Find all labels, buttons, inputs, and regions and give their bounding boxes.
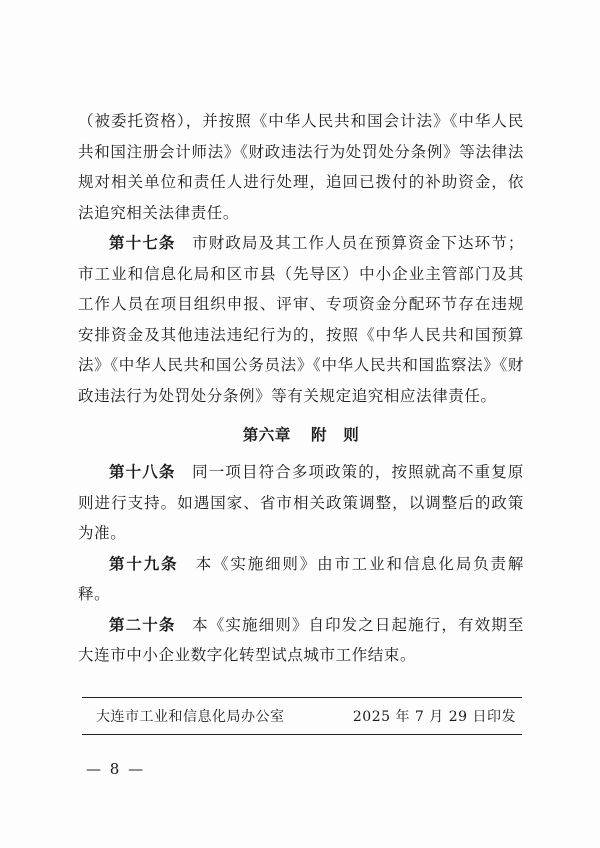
chapter-title: 附 则 bbox=[311, 426, 360, 444]
article-18-heading: 第十八条 bbox=[109, 463, 176, 481]
page-number: — 8 — bbox=[86, 760, 146, 778]
footer-rule-bottom bbox=[82, 734, 522, 735]
article-19 bbox=[78, 549, 524, 610]
article-19-heading: 第十九条 bbox=[109, 554, 179, 573]
article-19-text: 本《实施细则》由市工业和信息化局负责解释。 bbox=[78, 554, 524, 603]
issue-date: 2025 年 7 月 29 日印发 bbox=[352, 709, 516, 725]
issuing-office: 大连市工业和信息化局办公室 bbox=[96, 709, 285, 725]
article-17-heading: 第十七条 bbox=[109, 234, 176, 252]
footer-rule-top bbox=[82, 697, 522, 698]
chapter-heading bbox=[78, 417, 524, 453]
chapter-number: 第六章 bbox=[242, 426, 291, 444]
article-18 bbox=[78, 457, 524, 549]
article-17-text: 市财政局及其工作人员在预算资金下达环节；市工业和信息化局和区市县（先导区）中小企业主管部门及其工作人员在项目组织申报、评审、专项资金分配环节存在违规安排资金及其他违法违纪行为的，按照《中华人民共和国预算法》《中华人民共和国公务员法》《中华人民共和国监察法》《财政违法行为处罚处分条例》等有关规定追究相应法律责任。 bbox=[78, 234, 524, 405]
article-20-heading: 第二十条 bbox=[109, 615, 176, 634]
document-body bbox=[78, 106, 524, 671]
article-18-text: 同一项目符合多项政策的，按照就高不重复原则进行支持。如遇国家、省市相关政策调整，以调整后的政策为准。 bbox=[78, 463, 524, 542]
article-17 bbox=[78, 228, 524, 411]
paragraph-continuation: （被委托资格），并按照《中华人民共和国会计法》《中华人民共和国注册会计师法》《财政违法行为处罚处分条例》等法律法规对相关单位和责任人进行处理，追回已拨付的补助资金，依法追究相关法律责任。 bbox=[78, 112, 524, 222]
article-20-text: 本《实施细则》自印发之日起施行，有效期至大连市中小企业数字化转型试点城市工作结束。 bbox=[78, 615, 524, 664]
article-20 bbox=[78, 610, 524, 671]
